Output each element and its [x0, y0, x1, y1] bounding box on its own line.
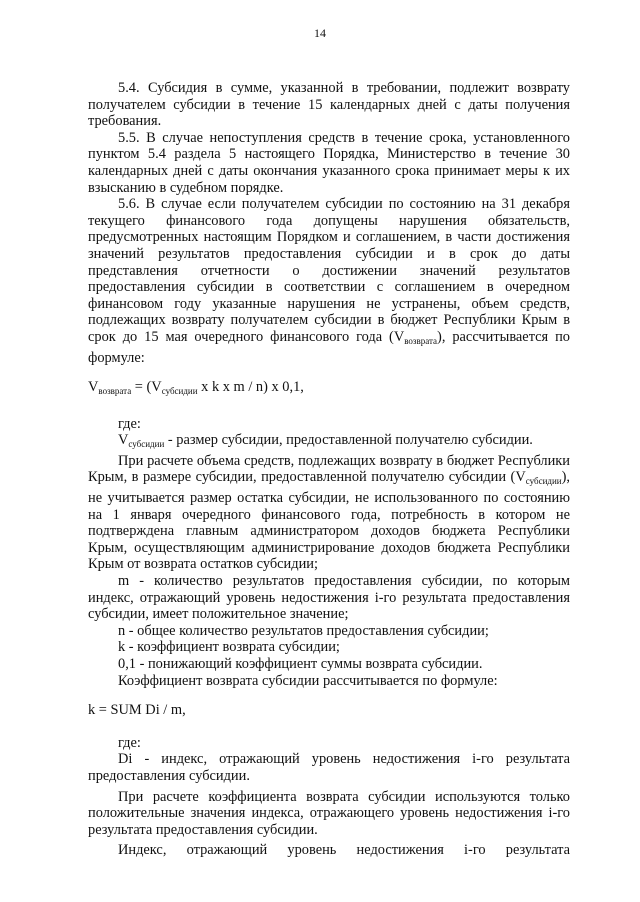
calculation-note — [88, 453, 570, 573]
document-body — [88, 80, 570, 859]
paragraph-5-6 — [88, 196, 570, 366]
m-definition: m - количество результатов предоставления субсидии, по которым индекс, отражающий уровень недостижения i-го результата предоставления субсидии, имеет положительное значение; — [88, 573, 570, 623]
formula-k: k = SUM Di / m, — [88, 702, 186, 719]
k-definition: k - коэффициент возврата субсидии; — [118, 639, 340, 656]
index-paragraph-start: Индекс, отражающий уровень недостижения i-го результата — [118, 842, 570, 859]
where-label-2: где: — [118, 734, 141, 751]
p56-text-a: 5.6. В случае если получателем субсидии по состоянию на 31 декабря текущего финансового года допущены нарушения обязательств, предусмотренных настоящим Порядком и соглашением, в части достижения значений результатов предоставления субсидии и в срок до даты представления отчетности о достижении значений результатов предоставления субсидии в соответствии с соглашением в очередном финансовом году указанные нарушения не устранены, объем средств, подлежащих возврату получателем субсидии в бюджет Республики Крым в срок до 15 мая очередного финансового года (V — [88, 196, 570, 345]
p56-text-b: ), рассчитывается по формуле: — [88, 328, 570, 366]
vsub-text: - размер субсидии, предоставленной получателю субсидии. — [164, 432, 533, 449]
p56-subscript: возврата — [404, 335, 438, 346]
vsub-definition — [88, 432, 570, 453]
coefficient-definition: 0,1 - понижающий коэффициент суммы возврата субсидии. — [118, 656, 483, 672]
n-definition: n - общее количество результатов предоставления субсидии; — [118, 622, 489, 639]
formula-return-volume — [88, 379, 570, 400]
where-label-1: где: — [118, 415, 141, 432]
formula-v: V — [88, 379, 99, 396]
di-definition: Di - индекс, отражающий уровень недостижения i-го результата предоставления субсидии. — [88, 751, 570, 784]
paragraph-5-4: 5.4. Субсидия в сумме, указанной в требовании, подлежит возврату получателем субсидии в течение 15 календарных дней с даты получения требования. — [88, 80, 570, 130]
formula-rest: x k x m / n) x 0,1, — [197, 379, 304, 396]
calc-text-a: При расчете объема средств, подлежащих возврату в бюджет Республики Крым, в размере субсидии, предоставленной получателю субсидии (V — [88, 452, 570, 486]
formula-sub-subsidy: субсидии — [161, 386, 198, 397]
paragraph-5-5: 5.5. В случае непоступления средств в течение срока, установленного пунктом 5.4 раздела 5 настоящего Порядка, Министерство в течение 30 календарных дней с даты окончания указанного срока принимает меры к их взысканию в судебном порядке. — [88, 129, 570, 196]
vsub-v: V — [118, 432, 129, 449]
formula-sub-return: возврата — [98, 386, 132, 397]
vsub-subscript: субсидии — [128, 439, 165, 450]
k-calculation-intro: Коэффициент возврата субсидии рассчитывается по формуле: — [118, 672, 498, 689]
positive-values-note: При расчете коэффициента возврата субсидии используются только положительные значения индекса, отражающего уровень недостижения i-го результата предоставления субсидии. — [88, 788, 570, 838]
formula-mid: = (V — [131, 379, 162, 396]
page-number: 14 — [314, 26, 326, 40]
calc-subscript: субсидии — [525, 476, 562, 487]
calc-text-b: ), не учитывается размер остатка субсидии, не использованного по состоянию на 1 января очередного финансового года, потребность в котором не подтверждена главным администратором доходов бюджета Республики Крым, осуществляющим администрирование доходов бюджета Республики Крым от возврата остатков субсидии; — [88, 469, 570, 573]
